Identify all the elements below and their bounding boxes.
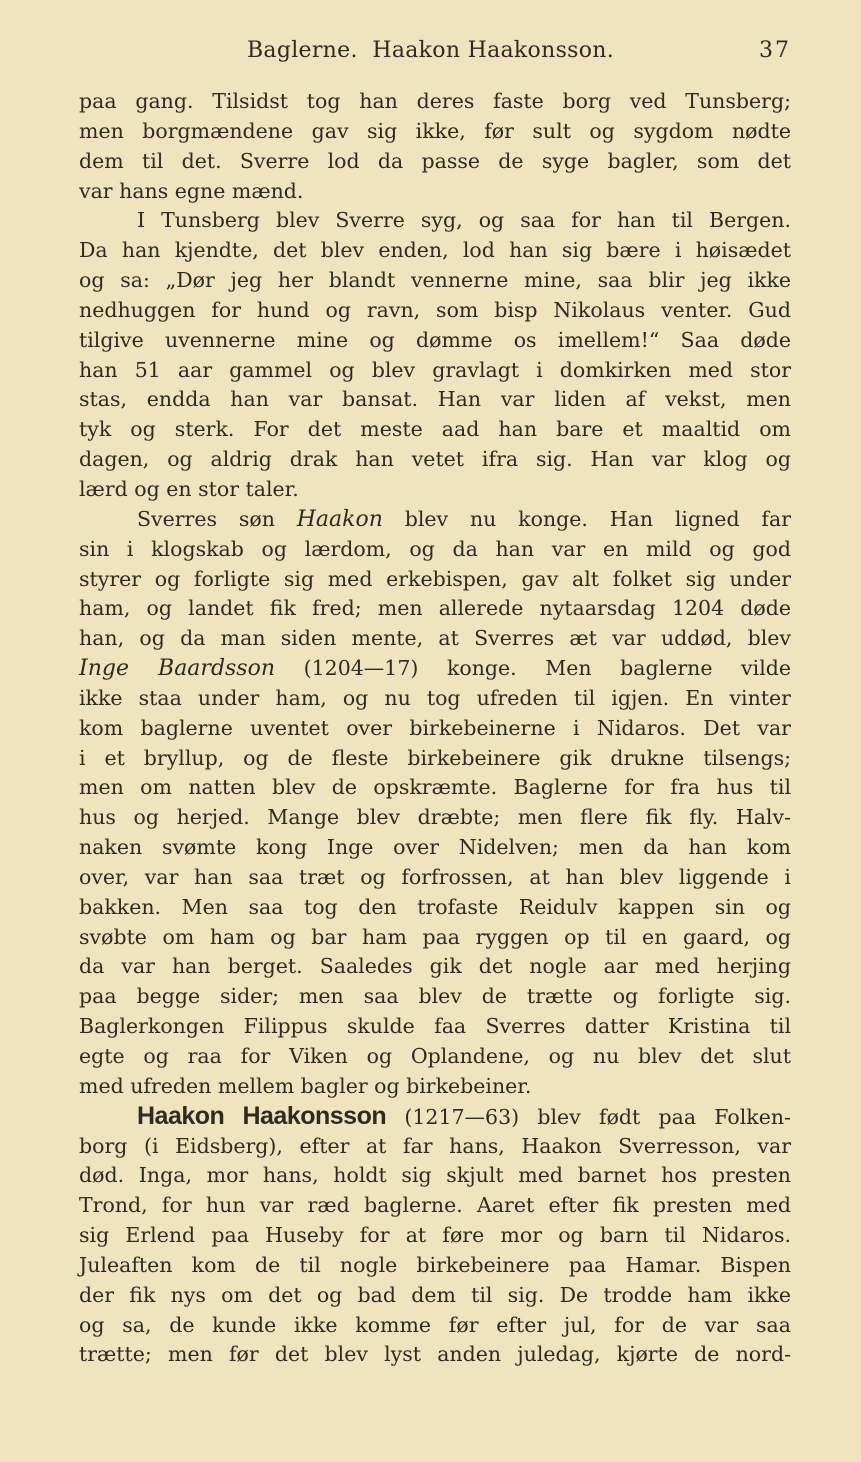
text-line: egte og raa for Viken og Oplandene, og nu blev det slut [79, 1044, 791, 1068]
text-line: naken svømte kong Inge over Nidelven; men da han kom [79, 835, 791, 860]
text-line: men om natten blev de opskræmte. Baglerne for fra hus til [79, 775, 791, 800]
text-line: død. Inga, mor hans, holdt sig skjult med barnet hos presten [79, 1163, 791, 1188]
text-line: var hans egne mænd. [79, 178, 304, 203]
text-line: stas, endda han var bansat. Han var liden af vekst, men [79, 387, 791, 412]
text-line: paa gang. Tilsidst tog han deres faste borg ved Tunsberg; [79, 89, 791, 113]
text-line: nedhuggen for hund og ravn, som bisp Nikolaus venter. Gud [79, 297, 791, 322]
text-line: i et bryllup, og de fleste birkebeinere gik drukne tilsengs; [79, 745, 791, 770]
text-line: han, og da man siden mente, at Sverres æt var uddød, blev [79, 626, 791, 651]
text-line: men borgmændene gav sig ikke, før sult og sygdom nødte [79, 118, 791, 143]
running-header [0, 38, 861, 72]
text-line: med ufreden mellem bagler og birkebeiner. [79, 1073, 532, 1098]
text-line: over, var han saa træt og forfrossen, at han blev liggende i [79, 864, 791, 889]
text-line: sin i klogskab og lærdom, og da han var en mild og god [79, 536, 791, 561]
text-fragment: blev nu konge. Han ligned far [382, 506, 791, 531]
text-fragment: (1204—17) konge. Men baglerne vilde [275, 656, 792, 681]
text-line: Baglerkongen Filippus skulde faa Sverres datter Kristina til [79, 1014, 791, 1039]
text-line: dagen, og aldrig drak han vetet ifra sig. Han var klog og [79, 447, 791, 472]
person-name-italic: Haakon [296, 506, 383, 532]
text-line: og sa, de kunde ikke komme før efter jul, for de var saa [79, 1312, 791, 1337]
text-line: svøbte om ham og bar ham paa ryggen op til en gaard, og [79, 924, 791, 949]
text-line: sig Erlend paa Huseby for at føre mor og barn til Nidaros. [79, 1223, 791, 1248]
text-line [79, 1101, 791, 1131]
page-number: 37 [759, 38, 791, 63]
text-line: bakken. Men saa tog den trofaste Reidulv kappen sin og [79, 894, 791, 919]
text-line: han 51 aar gammel og blev gravlagt i domkirken med stor [79, 357, 791, 382]
text-line: hus og herjed. Mange blev dræbte; men flere fik fly. Halv- [79, 805, 791, 830]
text-line: lærd og en stor taler. [79, 476, 299, 501]
text-line: styrer og forligte sig med erkebispen, gav alt folket sig under [79, 566, 791, 591]
text-fragment: Sverres søn [137, 506, 297, 531]
text-line: Da han kjendte, det blev enden, lod han sig bære i høisædet [79, 238, 791, 263]
text-line [79, 653, 791, 683]
text-line: Trond, for hun var ræd baglerne. Aaret efter fik presten med [79, 1193, 791, 1218]
text-line: Juleaften kom de til nogle birkebeinere paa Hamar. Bispen [79, 1252, 791, 1277]
body-text [79, 86, 791, 1369]
text-line: ham, og landet fik fred; men allerede nytaarsdag 1204 døde [79, 596, 791, 621]
text-line: paa begge sider; men saa blev de trætte og forligte sig. [79, 984, 791, 1009]
text-line: og sa: „Dør jeg her blandt vennerne mine, saa blir jeg ikke [79, 268, 791, 293]
text-line: der fik nys om det og bad dem til sig. De trodde ham ikke [79, 1282, 791, 1307]
text-line: trætte; men før det blev lyst anden juledag, kjørte de nord- [79, 1342, 791, 1367]
text-line: dem til det. Sverre lod da passe de syge bagler, som det [79, 148, 791, 173]
text-fragment: (1217—63) blev født paa Folken- [386, 1104, 791, 1129]
text-line [79, 504, 791, 534]
text-line: I Tunsberg blev Sverre syg, og saa for han til Bergen. [137, 208, 791, 233]
person-name-italic: Inge Baardsson [79, 656, 276, 682]
text-line: da var han berget. Saaledes gik det nogle aar med herjing [79, 954, 791, 979]
section-heading-name: Haakon Haakonsson [137, 1101, 387, 1130]
text-line: tilgive uvennerne mine og dømme os imellem!“ Saa døde [79, 327, 791, 352]
header-title: Baglerne. Haakon Haakonsson. [246, 38, 615, 63]
text-line: tyk og sterk. For det meste aad han bare et maaltid om [79, 417, 791, 442]
text-line: borg (i Eidsberg), efter at far hans, Haakon Sverresson, var [79, 1133, 791, 1158]
text-line: ikke staa under ham, og nu tog ufreden til igjen. En vinter [79, 685, 791, 710]
text-line: kom baglerne uventet over birkebeinerne i Nidaros. Det var [79, 715, 791, 740]
